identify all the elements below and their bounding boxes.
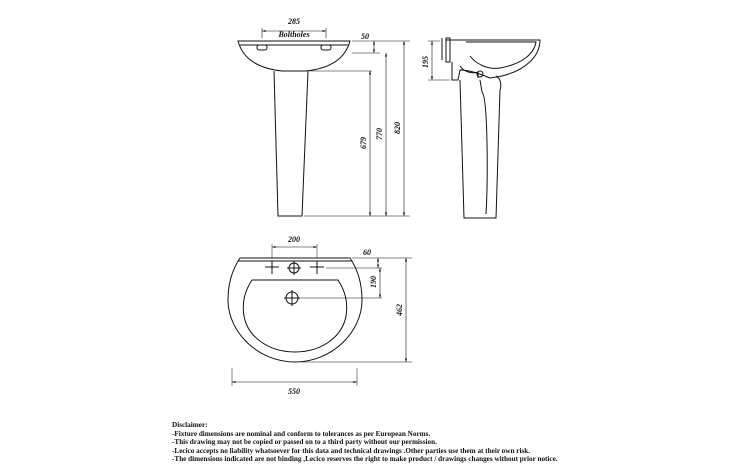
- side-pedestal: [460, 76, 501, 218]
- disclaimer-block: [172, 421, 732, 464]
- disclaimer-line: -Lecico accepts no liability whatsoever for this data and technical drawings .Other parties use them at their own risk.: [172, 446, 531, 455]
- tap-hole-left: [265, 261, 279, 274]
- disclaimer-line: -The dimensions indicated are not binding ,Lecico reserves the right to make product / drawings changes without prior notice.: [172, 455, 558, 464]
- top-view: [228, 244, 412, 386]
- top-bowl-inner: [243, 280, 346, 352]
- disclaimer-title: Disclaimer:: [172, 421, 208, 429]
- disclaimer-line: -This drawing may not be copied or passed on to a third party without our permission.: [172, 438, 437, 447]
- side-basin-inner: [466, 42, 536, 68]
- dim-label-462: 462: [395, 304, 404, 316]
- dim-label-200: 200: [288, 235, 300, 244]
- dim-label-550: 550: [288, 387, 300, 396]
- disclaimer-line: -Fixture dimensions are nominal and conform to tolerances as per European Norms.: [172, 429, 431, 438]
- dim-label-195: 195: [421, 56, 430, 68]
- side-basin-outline: [446, 40, 540, 80]
- label-boltholes: Boltholes: [278, 30, 310, 39]
- dim-label-770: 770: [375, 128, 384, 140]
- side-pedestal-inner: [480, 80, 487, 214]
- bolthole-right: [321, 45, 331, 50]
- dim-label-285: 285: [288, 17, 300, 26]
- trap: [460, 66, 478, 78]
- dim-label-190: 190: [369, 276, 378, 288]
- dim-label-50: 50: [361, 32, 369, 41]
- dim-label-820: 820: [393, 122, 402, 134]
- tap-hole-center: [287, 261, 301, 275]
- side-view: [428, 38, 540, 218]
- front-pedestal: [274, 71, 308, 216]
- front-view: [238, 28, 410, 216]
- dim-label-679: 679: [359, 137, 368, 149]
- side-bracket: [446, 38, 450, 62]
- dim-label-60: 60: [363, 248, 371, 257]
- top-basin-outline: [228, 258, 362, 362]
- waste-outlet: [284, 290, 300, 306]
- tap-hole-right: [310, 261, 324, 274]
- bolthole-left: [257, 45, 267, 50]
